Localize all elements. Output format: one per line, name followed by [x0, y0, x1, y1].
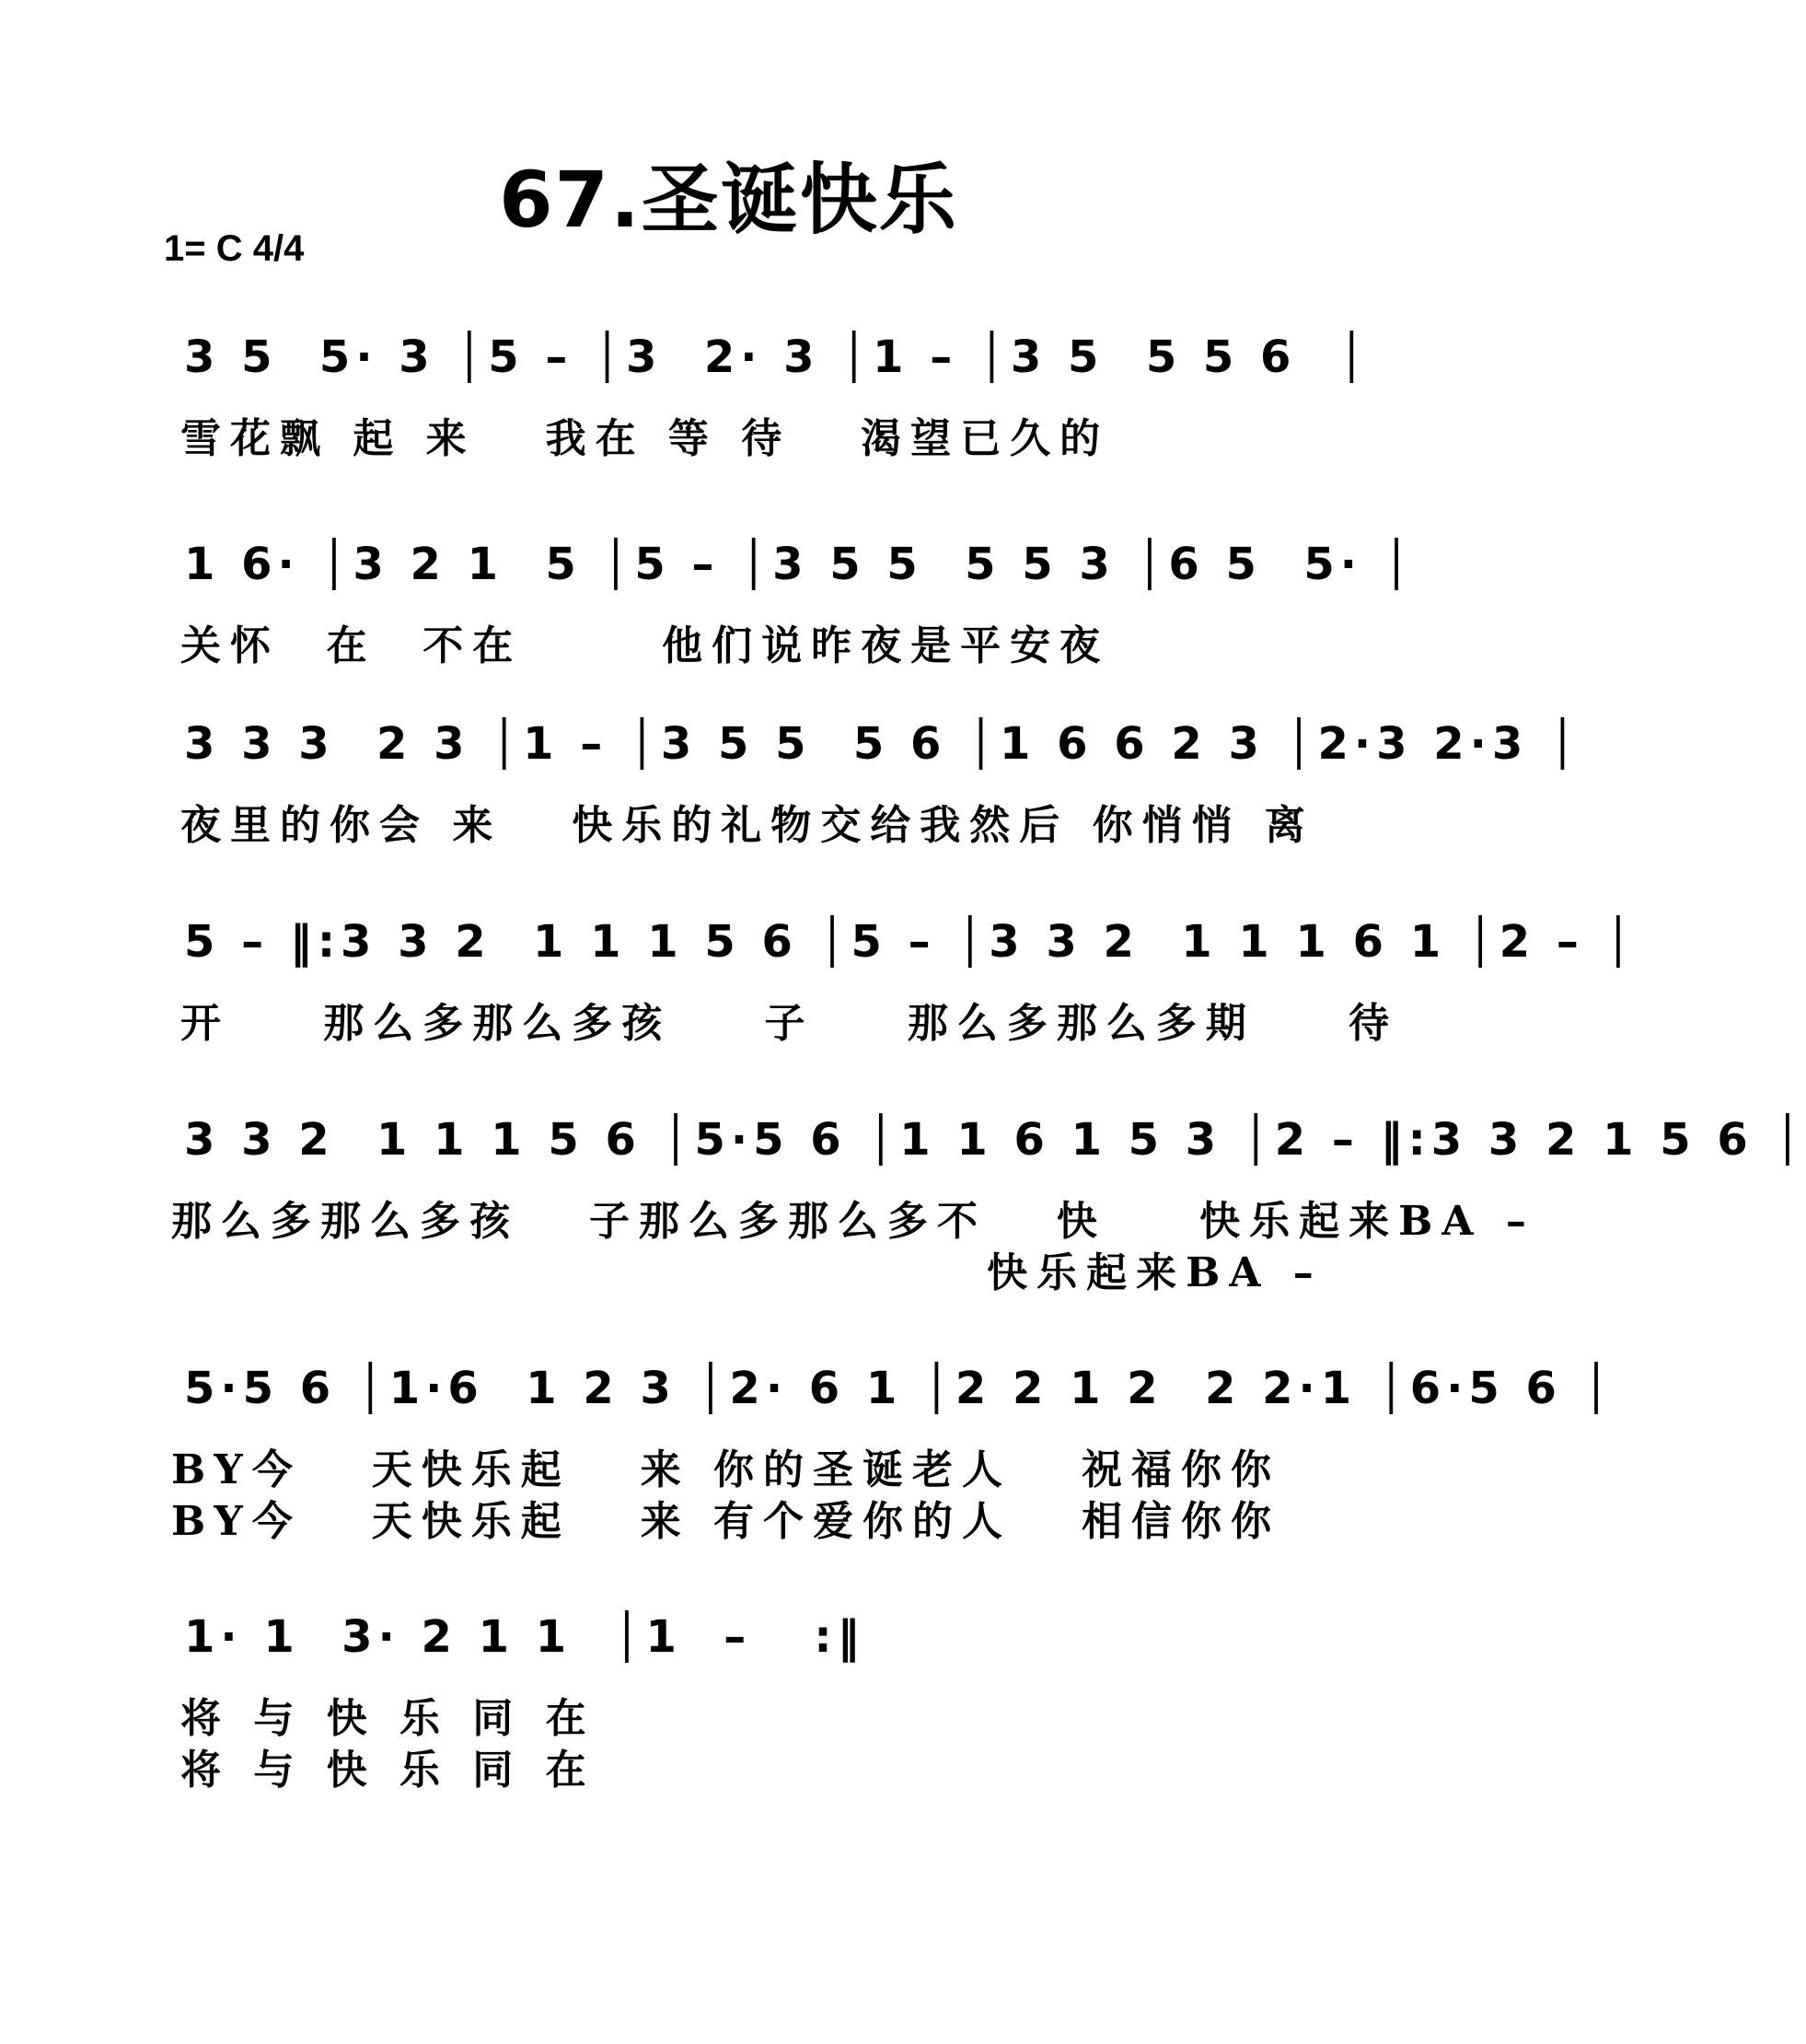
lyric-line: 开 那么多那么多孩 子 那么多那么多期 待	[180, 1000, 1399, 1047]
lyric-line: BY今 天快乐起 来 有个爱你的人 相信你你	[171, 1498, 1281, 1545]
lyric-line: 雪花飘 起 来 我在 等 待 渴望已久的	[180, 415, 1110, 462]
notation-line: 1 6· │3 2 1 5 │5 – │3 5 5 5 5 3 │6 5 5· │	[184, 539, 1416, 590]
notation-line: 1· 1 3· 2 1 1 │1 – :‖	[184, 1611, 865, 1663]
key-signature: 1= C 4/4	[164, 228, 305, 269]
lyric-line: 快乐起来BA –	[171, 1249, 1323, 1296]
lyric-line: BY今 天快乐起 来 你的圣诞老人 祝福你你	[171, 1446, 1281, 1493]
lyric-line: 那么多那么多孩 子那么多那么多不 快 快乐起来BA –	[171, 1198, 1535, 1245]
notation-line: 5 – ‖:3 3 2 1 1 1 5 6 │5 – │3 3 2 1 1 1 6 1 │2 – │	[184, 916, 1638, 968]
notation-line: 5·5 6 │1·6 1 2 3 │2· 6 1 │2 2 1 2 2 2·1 │6·5 6 │	[184, 1363, 1615, 1414]
notation-line: 3 3 2 1 1 1 5 6 │5·5 6 │1 1 6 1 5 3 │2 – ‖:3 3 2 1 5 6 │	[184, 1114, 1806, 1166]
lyric-line: 关怀 在 不在 他们说昨夜是平安夜	[180, 622, 1110, 669]
lyric-line: 夜里的你会 来 快乐的礼物交给我然后 你悄悄 离	[180, 802, 1314, 849]
song-title: 67.圣诞快乐	[499, 155, 958, 245]
lyric-line: 将 与 快 乐 同 在	[180, 1695, 596, 1742]
notation-line: 3 3 3 2 3 │1 – │3 5 5 5 6 │1 6 6 2 3 │2·3 2·3 │	[184, 718, 1581, 770]
lyric-line: 将 与 快 乐 同 在	[180, 1747, 596, 1794]
notation-line: 3 5 5· 3 │5 – │3 2· 3 │1 – │3 5 5 5 6 │	[184, 331, 1371, 383]
